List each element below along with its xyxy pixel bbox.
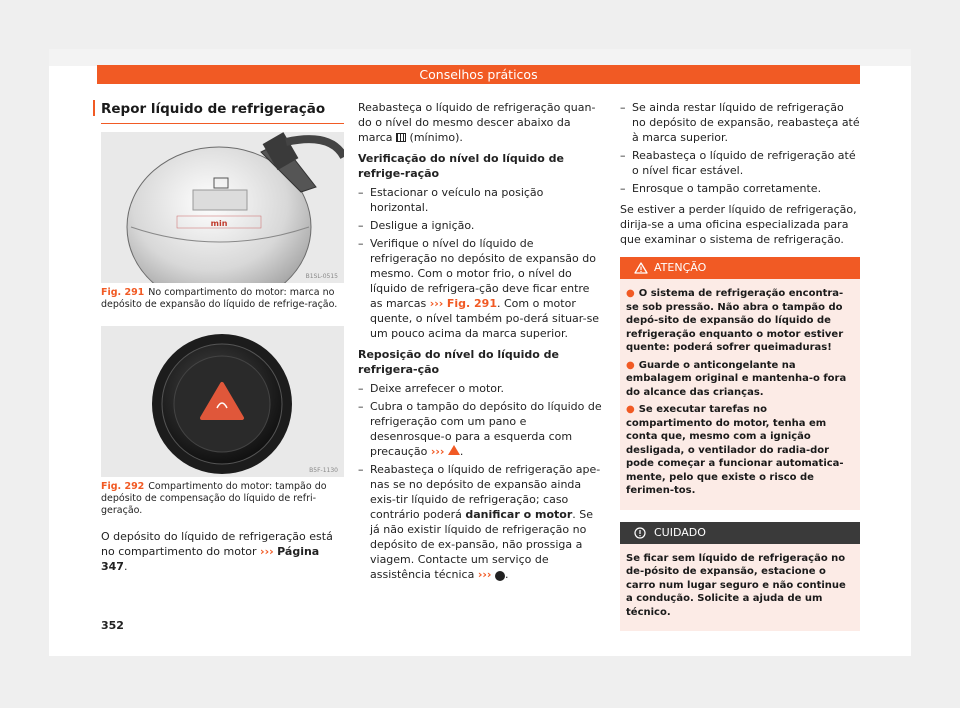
min-mark-icon	[396, 133, 406, 142]
intro-paragraph: O depósito do líquido de refrigeração está no compartimento do motor ››› Página 347.	[101, 530, 333, 573]
warning-text: Se executar tarefas no compartimento do motor, tenha em conta que, mesmo com a ignição desligada, o ventilador do radia-dor pode começar a funcionar automatica-mente, pelo que existe o risco de ferimen-tos.	[626, 404, 844, 496]
column-right	[620, 100, 860, 631]
warning-item	[626, 359, 854, 400]
caution-circle-icon	[634, 527, 646, 539]
caution-circle-icon[interactable]: !	[495, 571, 505, 581]
bullet-icon: ●	[626, 404, 635, 415]
list-text: Verifique o nível do líquido de refrigeração no depósito de expansão do mesmo. Com o motor frio, o nível do líquido de refrigera-ção deve ficar entre as marcas	[370, 237, 596, 310]
caution-header	[620, 522, 860, 544]
caution-body	[620, 544, 860, 632]
list-item	[358, 236, 604, 341]
warning-text: O sistema de refrigeração encontra-se sob pressão. Não abra o tampão do depó-sito de expansão do líquido de refrigeração enquanto o motor estiver quente: poderá sofrer queimaduras!	[626, 288, 844, 353]
list-text: Reabasteça o líquido de refrigeração ape-nas se no depósito de expansão ainda exis-tir líquido de refrigeração; caso contrário poderá	[370, 463, 601, 521]
caution-box	[620, 522, 860, 632]
figure-number: Fig. 292	[101, 481, 145, 492]
caution-text: Se ficar sem líquido de refrigeração no de-pósito de expansão, estacione o carro num lugar seguro e não continue a condução. Solicite a ajuda de um técnico.	[626, 552, 846, 618]
figure-292	[101, 326, 344, 477]
expansion-tank-illustration	[101, 132, 344, 283]
arrow-icon: ›››	[430, 445, 445, 458]
figure-reference-link[interactable]: Fig. 291	[446, 297, 497, 310]
bullet-icon: ●	[626, 359, 635, 371]
coolant-cap-illustration	[101, 326, 344, 477]
figure-291	[101, 132, 344, 283]
top-band	[49, 49, 911, 66]
warning-box	[620, 257, 860, 510]
list-item: – Se ainda restar líquido de refrigeração no depósito de expansão, reabasteça até à marca superior.	[620, 100, 860, 145]
chapter-header: Conselhos práticos	[97, 65, 860, 84]
list-item: – Reabasteça o líquido de refrigeração ape-nas se no depósito de expansão ainda exis-tir líquido de refrigeração; caso contrário poderá danificar o motor. Se já não existir líquido de refrigeração no depósito de ex-pansão, não prossiga a viagem. Contacte um serviço de assistência técnica ››› ! .	[358, 462, 604, 582]
continue-list	[620, 100, 860, 196]
leak-paragraph: Se estiver a perder líquido de refrigeração, dirija-se a uma oficina especializada para que examinar o sistema de refrigeração.	[620, 203, 857, 246]
page-reference-link[interactable]: Página 347	[101, 545, 320, 573]
list-item: – Enrosque o tampão corretamente.	[620, 181, 860, 196]
emphasis-text: danificar o motor	[465, 508, 573, 521]
warning-text: Guarde o anticongelante na embalagem original e mantenha-o fora do alcance das crianças.	[626, 359, 847, 398]
warning-header	[620, 257, 860, 279]
refill-intro	[358, 100, 604, 145]
figure-code: B1SL-0515	[305, 273, 338, 280]
refill-list	[358, 381, 604, 582]
warning-triangle-icon	[634, 262, 648, 274]
paragraph-text: O depósito do líquido de refrigeração está no compartimento do motor	[101, 530, 333, 558]
arrow-icon: ›››	[260, 545, 274, 558]
subheading-check: Verificação do nível do líquido de refrige-ração	[358, 152, 564, 180]
section-title: Repor líquido de refrigeração	[101, 100, 344, 124]
check-list	[358, 185, 604, 341]
warning-item	[626, 403, 854, 498]
intro-text: Reabasteça o líquido de refrigeração quan-do o nível do mesmo descer abaixo da marca	[358, 101, 596, 144]
caption-text: No compartimento do motor: marca no depósito de expansão do líquido de refrige-ração.	[101, 287, 338, 310]
list-text: . Se já não existir líquido de refrigeração no depósito de ex-pansão, não prossiga a viagem. Contacte um serviço de assistência técnica	[370, 508, 594, 581]
arrow-icon: ›››	[429, 297, 444, 310]
warning-triangle-icon[interactable]	[448, 445, 460, 455]
page-number: 352	[101, 619, 124, 632]
figure-292-caption	[101, 481, 344, 517]
warning-title: ATENÇÃO	[654, 261, 707, 274]
list-item: – Cubra o tampão do depósito do líquido de refrigeração com um pano e desenrosque-o para a esquerda com precaução ››› .	[358, 399, 604, 459]
bullet-icon: ●	[626, 288, 635, 299]
figure-number: Fig. 291	[101, 287, 145, 298]
column-middle	[358, 100, 604, 585]
list-item: – Estacionar o veículo na posição horizontal.	[358, 185, 604, 215]
intro-text-end: (mínimo).	[409, 131, 463, 144]
list-item: – Desligue a ignição.	[358, 218, 604, 233]
list-item: – Reabasteça o líquido de refrigeração até o nível ficar estável.	[620, 148, 860, 178]
warning-body	[620, 279, 860, 510]
list-item: – Deixe arrefecer o motor.	[358, 381, 604, 396]
figure-code: B5F-1130	[309, 467, 338, 474]
warning-item	[626, 287, 854, 355]
arrow-icon: ›››	[477, 568, 492, 581]
caption-text: Compartimento do motor: tampão do depósito de compensação do líquido de refri-geração.	[101, 481, 327, 516]
list-text: Cubra o tampão do depósito do líquido de refrigeração com um pano e desenrosque-o para a esquerda com precaução	[370, 400, 602, 458]
figure-291-caption	[101, 287, 344, 311]
list-text: . Com o motor quente, o nível também po-derá situar-se um pouco acima da marca superior.	[370, 297, 600, 340]
subheading-refill: Reposição do nível do líquido de refrigera-ção	[358, 348, 559, 376]
min-label: min	[210, 219, 228, 228]
column-left	[101, 100, 344, 574]
caution-title: CUIDADO	[654, 525, 706, 539]
